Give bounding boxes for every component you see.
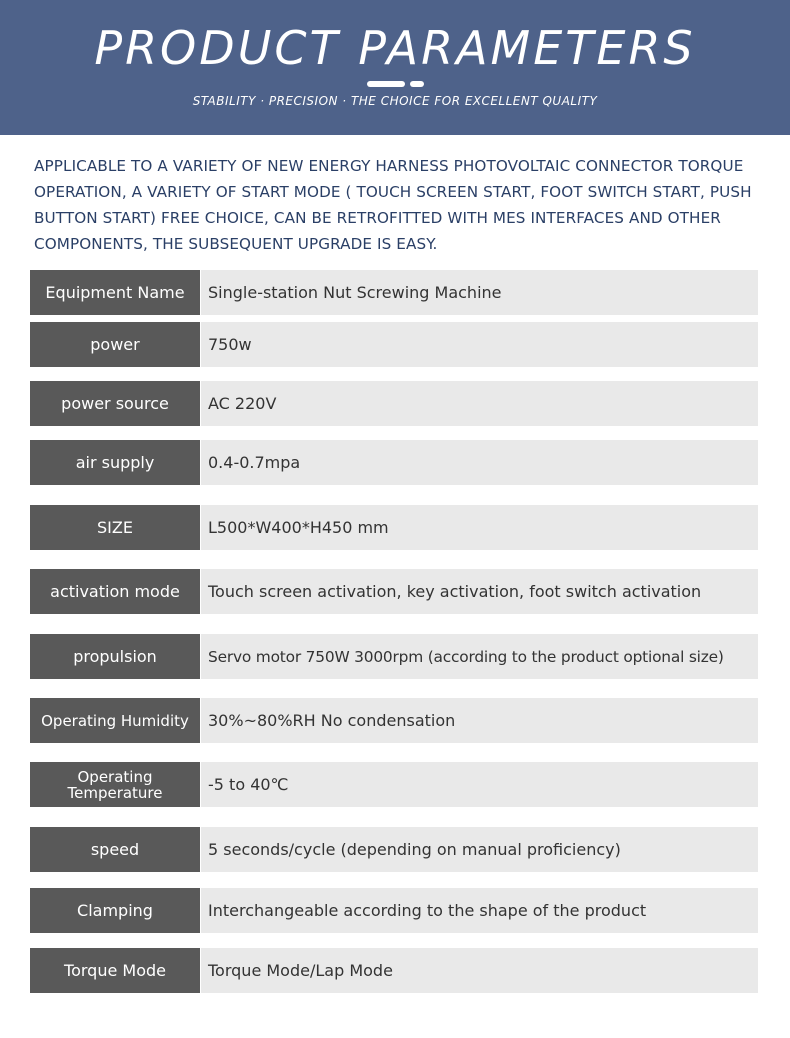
param-value: 30%~80%RH No condensation [201,698,758,743]
page-subtitle: STABILITY · PRECISION · THE CHOICE FOR EXCELLENT QUALITY [192,94,598,108]
param-value: 750w [201,322,758,367]
param-row-equipment-name [30,270,758,315]
page-title: PRODUCT PARAMETERS [94,21,696,75]
param-label: power [30,322,200,367]
param-row-clamping [30,888,758,933]
intro-paragraph: APPLICABLE TO A VARIETY OF NEW ENERGY HARNESS PHOTOVOLTAIC CONNECTOR TORQUE OPERATION, A VARIETY OF START MODE ( TOUCH SCREEN START, FOOT SWITCH START, PUSH BUTTON START) FREE CHOICE, CAN BE RETROFITTED WITH MES INTERFACES AND OTHER COMPONENTS, THE SUBSEQUENT UPGRADE IS EASY. [34,157,752,253]
param-row-activation-mode [30,569,758,614]
param-row-propulsion [30,634,758,679]
param-label: Clamping [30,888,200,933]
param-value: L500*W400*H450 mm [201,505,758,550]
param-row-power-source [30,381,758,426]
param-value: Single-station Nut Screwing Machine [201,270,758,315]
param-row-power [30,322,758,367]
param-row-air-supply [30,440,758,485]
param-row-torque-mode [30,948,758,993]
param-row-size [30,505,758,550]
param-value: 0.4-0.7mpa [201,440,758,485]
param-value: -5 to 40℃ [201,762,758,807]
param-label: activation mode [30,569,200,614]
title-divider-dot [410,81,424,87]
title-divider [367,81,405,87]
param-label: power source [30,381,200,426]
param-label: Operating Humidity [30,698,200,743]
param-value: Torque Mode/Lap Mode [201,948,758,993]
param-label: speed [30,827,200,872]
param-value: Touch screen activation, key activation, foot switch activation [201,569,758,614]
param-value: AC 220V [201,381,758,426]
param-row-operating-humidity [30,698,758,743]
param-row-operating-temperature [30,762,758,807]
param-value: Servo motor 750W 3000rpm (according to the product optional size) [201,634,758,679]
param-label: Torque Mode [30,948,200,993]
param-label: Equipment Name [30,270,200,315]
header-banner [0,0,790,135]
param-row-speed [30,827,758,872]
param-value: 5 seconds/cycle (depending on manual proficiency) [201,827,758,872]
param-label: Operating Temperature [30,762,200,807]
param-label: air supply [30,440,200,485]
param-value: Interchangeable according to the shape of the product [201,888,758,933]
param-label: propulsion [30,634,200,679]
param-label: SIZE [30,505,200,550]
